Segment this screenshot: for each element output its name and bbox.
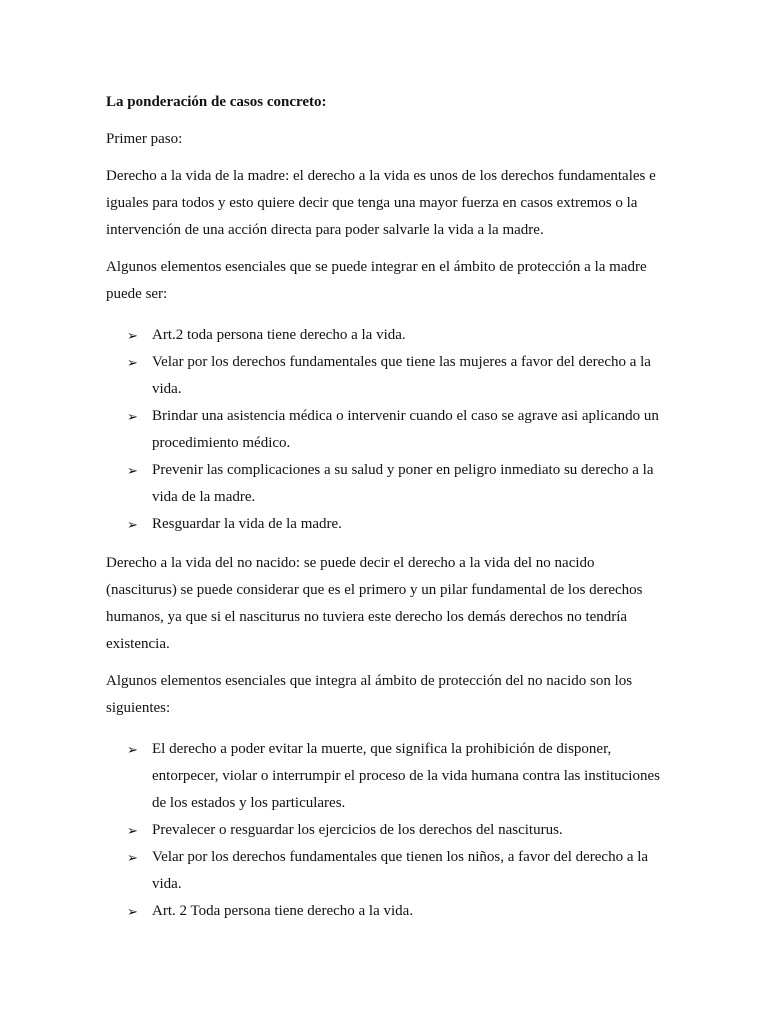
list-item-text: Prevalecer o resguardar los ejercicios de los derechos del nasciturus. <box>152 822 563 838</box>
mother-paragraph: Derecho a la vida de la madre: el derecho a la vida es unos de los derechos fundamentales e iguales para todos y esto quiere decir que tenga una mayor fuerza en casos extremos o la intervención de una acción directa para poder salvarle la vida a la madre. <box>106 168 656 238</box>
mother-elements-list <box>106 322 666 538</box>
document-page <box>106 89 666 935</box>
arrow-bullet-icon: ➢ <box>127 409 138 424</box>
arrow-bullet-icon: ➢ <box>127 904 138 919</box>
arrow-bullet-icon: ➢ <box>127 742 138 757</box>
list-item-text: Prevenir las complicaciones a su salud y poner en peligro inmediato su derecho a la vida de la madre. <box>152 462 654 505</box>
list-item <box>106 511 666 538</box>
list-item-text: Brindar una asistencia médica o intervenir cuando el caso se agrave asi aplicando un procedimiento médico. <box>152 408 659 451</box>
unborn-paragraph: Derecho a la vida del no nacido: se puede decir el derecho a la vida del no nacido (nasciturus) se puede considerar que es el primero y un pilar fundamental de los derechos humanos, ya que si el nasciturus no tuviera este derecho los demás derechos no tendría existencia. <box>106 555 643 652</box>
list-item <box>106 403 666 457</box>
arrow-bullet-icon: ➢ <box>127 463 138 478</box>
document-heading: La ponderación de casos concreto: <box>106 94 327 110</box>
list-item <box>106 349 666 403</box>
list-item <box>106 898 666 925</box>
arrow-bullet-icon: ➢ <box>127 850 138 865</box>
arrow-bullet-icon: ➢ <box>127 328 138 343</box>
list-item-text: Resguardar la vida de la madre. <box>152 516 342 532</box>
list-item-text: Art.2 toda persona tiene derecho a la vida. <box>152 327 406 343</box>
list-item-text: Velar por los derechos fundamentales que tiene las mujeres a favor del derecho a la vida. <box>152 354 651 397</box>
list-item-text: Velar por los derechos fundamentales que tienen los niños, a favor del derecho a la vida. <box>152 849 649 892</box>
list-item <box>106 817 666 844</box>
list-item <box>106 457 666 511</box>
list-item <box>106 736 666 817</box>
list-item-text: Art. 2 Toda persona tiene derecho a la vida. <box>152 903 414 919</box>
unborn-elements-intro: Algunos elementos esenciales que integra al ámbito de protección del no nacido son los siguientes: <box>106 673 633 716</box>
list-item <box>106 844 666 898</box>
arrow-bullet-icon: ➢ <box>127 355 138 370</box>
step-label: Primer paso: <box>106 131 183 147</box>
list-item-text: El derecho a poder evitar la muerte, que significa la prohibición de disponer, entorpecer, violar o interrumpir el proceso de la vida humana contra las instituciones de los estados y los particulares. <box>152 741 660 811</box>
arrow-bullet-icon: ➢ <box>127 823 138 838</box>
unborn-elements-list <box>106 736 666 925</box>
mother-elements-intro: Algunos elementos esenciales que se puede integrar en el ámbito de protección a la madre puede ser: <box>106 259 647 302</box>
arrow-bullet-icon: ➢ <box>127 517 138 532</box>
list-item <box>106 322 666 349</box>
